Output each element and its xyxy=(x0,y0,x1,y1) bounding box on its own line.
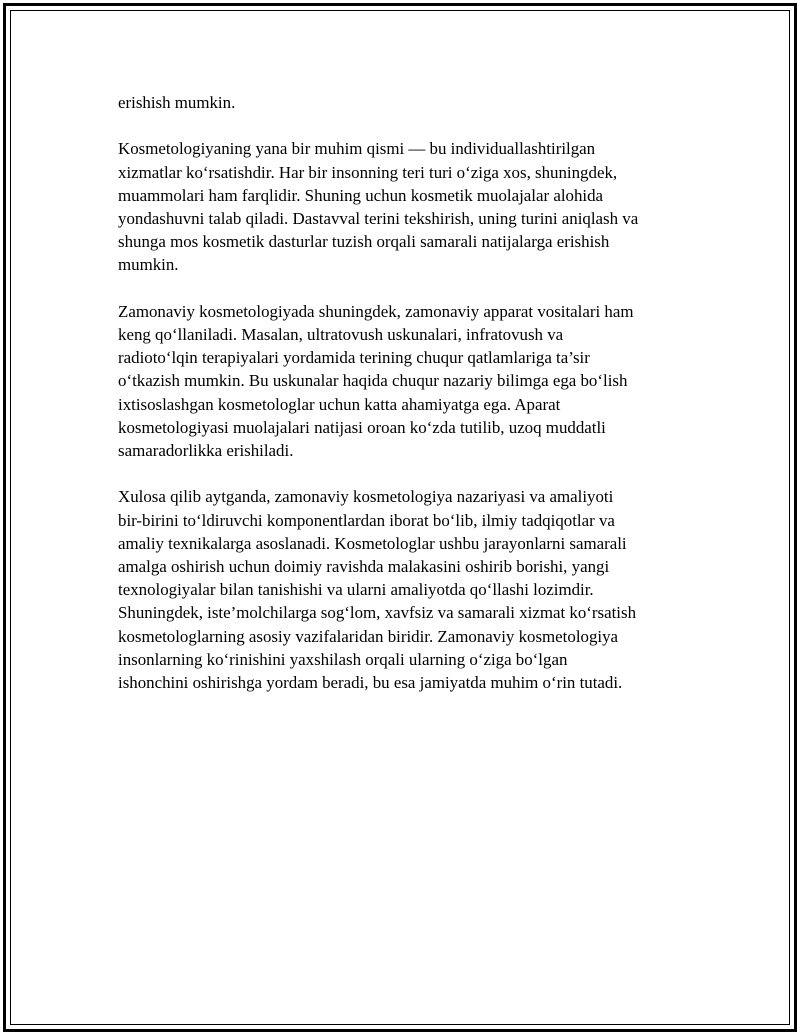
text-line: erishish mumkin. xyxy=(118,93,236,112)
text-line: mumkin. xyxy=(118,255,179,275)
text-line: ishonchini oshirishga yordam beradi, bu esa jamiyatda muhim o‘rin tutadi. xyxy=(118,673,623,693)
paragraph-3 xyxy=(118,300,688,462)
text-line: amaliy texnikalarga asoslanadi. Kosmetologlar ushbu jarayonlarni samarali xyxy=(118,533,627,553)
text-line: Kosmetologiyaning yana bir muhim qismi — bu individuallashtirilgan xyxy=(118,139,596,159)
paragraph-1 xyxy=(118,91,688,114)
text-line: shunga mos kosmetik dasturlar tuzish orqali samarali natijalarga erishish xyxy=(118,232,610,252)
paragraph-4 xyxy=(118,485,688,694)
text-line: texnologiyalar bilan tanishishi va ularni amaliyotda qo‘llashi lozimdir. xyxy=(118,580,594,600)
text-line: xizmatlar ko‘rsatishdir. Har bir insonning teri turi o‘ziga xos, shuningdek, xyxy=(118,162,618,182)
text-line: kosmetologlarning asosiy vazifalaridan biridir. Zamonaviy kosmetologiya xyxy=(118,626,619,646)
text-line: insonlarning ko‘rinishini yaxshilash orqali ularning o‘ziga bo‘lgan xyxy=(118,649,568,669)
text-line: kosmetologiyasi muolajalari natijasi oroan ko‘zda tutilib, uzoq muddatli xyxy=(118,417,606,437)
text-line: muammolari ham farqlidir. Shuning uchun kosmetik muolajalar alohida xyxy=(118,185,604,205)
text-line: radioto‘lqin terapiyalari yordamida terining chuqur qatlamlariga ta’sir xyxy=(118,348,590,368)
paragraph-2 xyxy=(118,137,688,276)
document-body xyxy=(118,91,688,717)
text-line: bir-birini to‘ldiruvchi komponentlardan iborat bo‘lib, ilmiy tadqiqotlar va xyxy=(118,510,615,530)
text-line: Shuningdek, iste’molchilarga sog‘lom, xavfsiz va samarali xizmat ko‘rsatish xyxy=(118,603,637,623)
text-line: keng qo‘llaniladi. Masalan, ultratovush uskunalari, infratovush va xyxy=(118,325,564,344)
text-line: Xulosa qilib aytganda, zamonaviy kosmetologiya nazariyasi va amaliyoti xyxy=(118,487,614,507)
text-line: samaradorlikka erishiladi. xyxy=(118,441,294,461)
text-line: o‘tkazish mumkin. Bu uskunalar haqida chuqur nazariy bilimga ega bo‘lish xyxy=(118,371,628,391)
text-line: amalga oshirish uchun doimiy ravishda malakasini oshirib borishi, yangi xyxy=(118,557,610,577)
text-line: ixtisoslashgan kosmetologlar uchun katta ahamiyatga ega. Aparat xyxy=(118,394,561,414)
text-line: yondashuvni talab qiladi. Dastavval terini tekshirish, uning turini aniqlash va xyxy=(118,209,639,228)
text-line: Zamonaviy kosmetologiyada shuningdek, zamonaviy apparat vositalari ham xyxy=(118,301,634,321)
